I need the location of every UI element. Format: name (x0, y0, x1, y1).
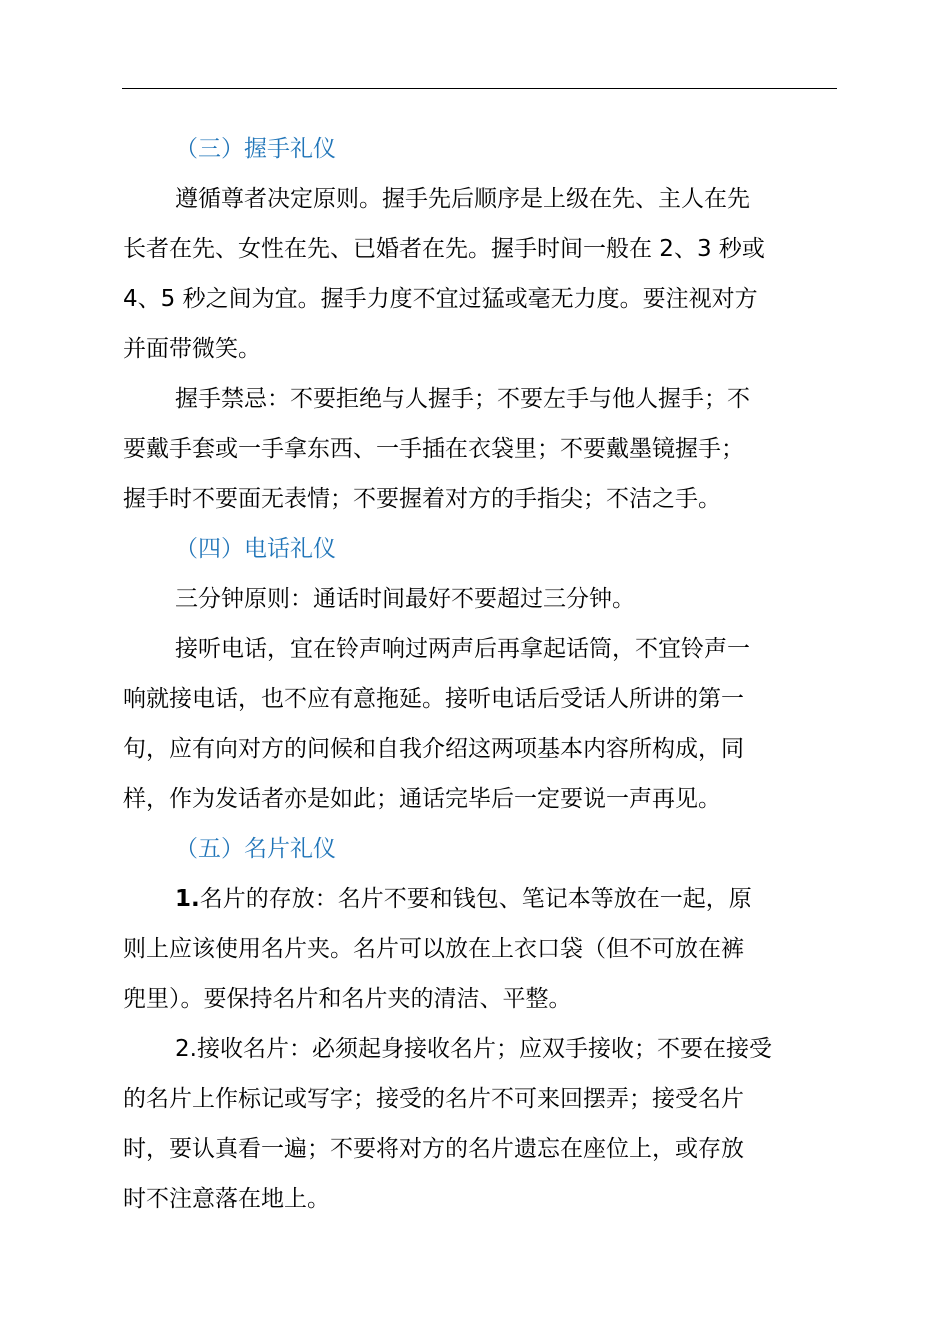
section-heading-handshake: （三）握手礼仪 (175, 136, 336, 162)
text-line: 兜里）。要保持名片和名片夹的清洁、平整。 (123, 986, 572, 1012)
text-line: 时，要认真看一遍；不要将对方的名片遗忘在座位上，或存放 (123, 1136, 744, 1162)
text-line: 接听电话，宜在铃声响过两声后再拿起话筒，不宜铃声一 (175, 636, 750, 662)
text-line: 响就接电话，也不应有意拖延。接听电话后受话人所讲的第一 (123, 686, 744, 712)
text-line: 并面带微笑。 (123, 336, 261, 362)
list-number: 1. (175, 886, 200, 912)
text-line: 握手禁忌：不要拒绝与人握手；不要左手与他人握手；不 (175, 386, 750, 412)
text-line: 要戴手套或一手拿东西、一手插在衣袋里；不要戴墨镜握手； (123, 436, 744, 462)
text-line: 2.接收名片：必须起身接收名片；应双手接收；不要在接受 (175, 1036, 772, 1062)
text-line: 握手时不要面无表情；不要握着对方的手指尖；不洁之手。 (123, 486, 721, 512)
paragraph-three-minute-rule (123, 574, 837, 624)
text-line: 遵循尊者决定原则。握手先后顺序是上级在先、主人在先 (175, 186, 750, 212)
text-line: 则上应该使用名片夹。名片可以放在上衣口袋（但不可放在裤 (123, 936, 744, 962)
text-line-content: 名片的存放：名片不要和钱包、笔记本等放在一起，原 (199, 886, 752, 912)
paragraph-answering-phone (123, 624, 837, 824)
text-line: 长者在先、女性在先、已婚者在先。握手时间一般在 2、3 秒或 (123, 236, 765, 262)
text-line: 三分钟原则：通话时间最好不要超过三分钟。 (175, 586, 635, 612)
text-line: 的名片上作标记或写字；接受的名片不可来回摆弄；接受名片 (123, 1086, 744, 1112)
section-heading-business-card: （五）名片礼仪 (175, 836, 336, 862)
paragraph-card-storage (123, 874, 837, 1024)
paragraph-handshake-order (123, 174, 837, 374)
paragraph-card-receiving (123, 1024, 837, 1224)
text-line: 4、5 秒之间为宜。握手力度不宜过猛或毫无力度。要注视对方 (123, 286, 758, 312)
paragraph-handshake-taboos (123, 374, 837, 524)
header-rule (122, 88, 837, 89)
document-body (123, 124, 837, 1224)
text-line (123, 874, 837, 924)
text-line: 样，作为发话者亦是如此；通话完毕后一定要说一声再见。 (123, 786, 721, 812)
text-line: 句，应有向对方的问候和自我介绍这两项基本内容所构成，同 (123, 736, 744, 762)
section-heading-phone: （四）电话礼仪 (175, 536, 336, 562)
text-line: 时不注意落在地上。 (123, 1186, 330, 1212)
